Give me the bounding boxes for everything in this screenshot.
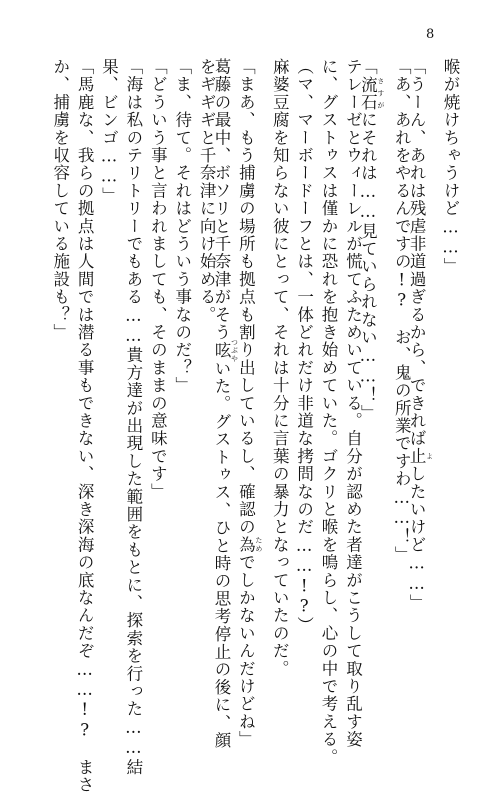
ruby-annotation — [407, 447, 434, 466]
ruby-reading: つぶや — [230, 338, 239, 363]
text-line: 「どういう事と言われましても、そのままの意味です」 — [148, 58, 168, 501]
text-line: 「ま、待て。それはどういう事なのだ？」 — [172, 58, 192, 395]
text-line: （マ、マーボードーフとは、一体どれだけ非道な拷問なのだ……!?） — [294, 58, 314, 635]
text-line — [236, 58, 263, 749]
text-line: 麻婆豆腐を知らない彼にとって、それは十分に言葉の暴力となっていたのだ。 — [270, 58, 290, 678]
text-line — [360, 58, 384, 678]
text-line: をギギギと千奈津に向け始める。 — [197, 58, 217, 324]
ruby-base: 流石 — [358, 75, 378, 112]
ruby-annotation — [211, 338, 239, 363]
text-line: 「海は私のテリトリーでもある……貴方達が出現した範囲をもとに、探索を行った……結 — [123, 58, 143, 776]
ruby-reading: ため — [254, 535, 263, 554]
text-line-segment: 「 — [358, 58, 378, 76]
text-line: 「あ、あれをやるんですの!? お、鬼の所業ですわ……！」 — [392, 58, 412, 564]
ruby-annotation — [236, 535, 263, 554]
ruby-base: 呟 — [211, 338, 231, 363]
text-line-segment: 葛藤の最中、ボソリと千奈津がそう — [211, 58, 231, 342]
ruby-base: 止 — [407, 447, 427, 466]
text-line-segment: 「まあ、もう捕虜の場所も拠点も割り出しているし、確認の — [236, 58, 256, 536]
ruby-reading: よ — [425, 447, 434, 466]
text-line-segment: いた。グストゥス、ひと時の思考停止の後に、顔 — [211, 359, 231, 750]
page-number: 8 — [426, 27, 435, 42]
text-line: 喉が焼けちゃうけど……」 — [441, 58, 460, 276]
vertical-text-body — [38, 58, 460, 794]
ruby-annotation — [358, 75, 385, 112]
text-line-segment: にそれは……見ていられない……！」 — [358, 111, 378, 423]
ruby-base: 為 — [236, 535, 256, 554]
text-line: か、捕虜を収容している施設も？」 — [50, 58, 70, 342]
text-line — [409, 58, 433, 678]
text-line: 「馬鹿な、我らの拠点は人間では潜る事もできない、深き深海の底なんだぞ……!? まさ — [75, 58, 95, 794]
ruby-reading: さすが — [376, 75, 385, 112]
text-line-segment: 「うーん、あれは残虐非道過ぎるから、できれば — [407, 58, 427, 448]
text-line — [211, 58, 239, 750]
text-line: テレーゼとウィーレルが慌てふためいている。自分が認めた者達がこうして取り乱す姿 — [343, 58, 363, 749]
text-line-segment: したいけど……」 — [407, 465, 427, 612]
text-line-segment: でしかないんだけどね」 — [236, 553, 256, 749]
text-line: に、グストゥスは僅かに恐れを抱き始めていた。ゴクリと喉を鳴らし、心の中で考える。 — [319, 58, 339, 766]
text-line: 果、ビンゴ……」 — [99, 58, 119, 205]
